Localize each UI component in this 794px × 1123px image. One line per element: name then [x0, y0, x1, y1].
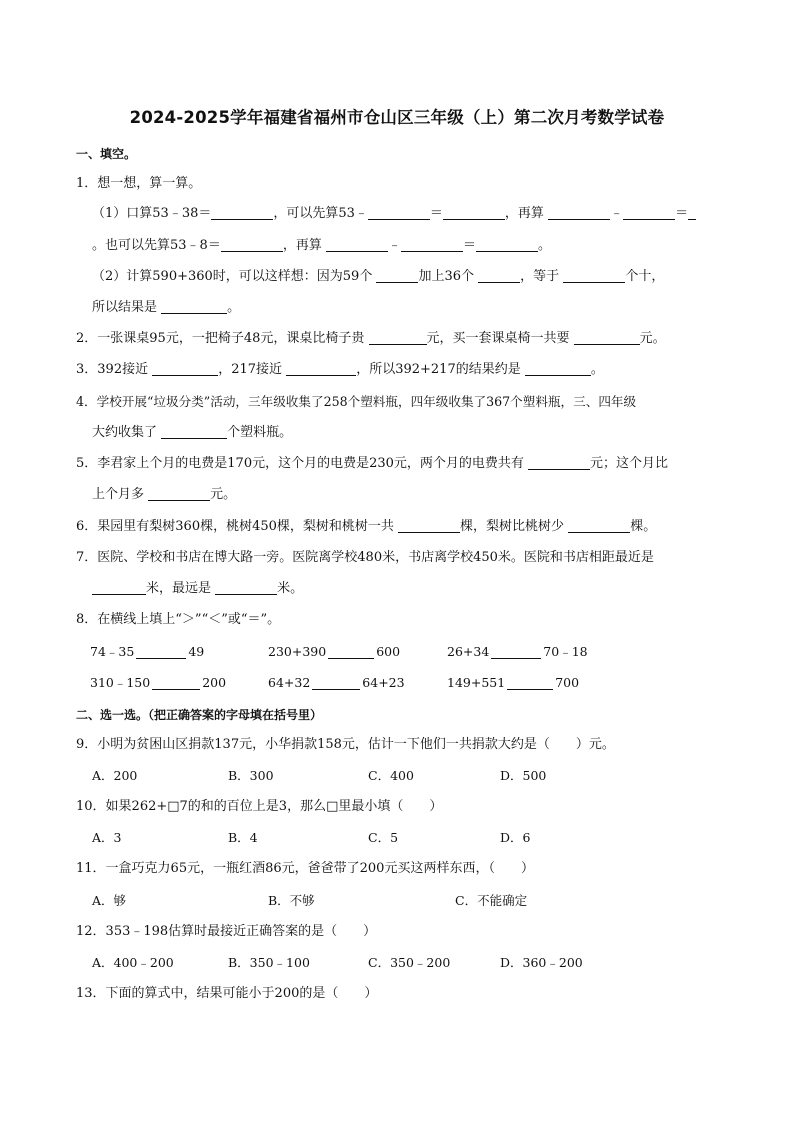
option-b[interactable]: B．350﹣100: [228, 955, 310, 970]
text: （2）计算590+360时，可以这样想：因为59个: [92, 269, 373, 284]
text: 大约收集了: [92, 425, 158, 440]
text: 棵，梨树比桃树少: [460, 519, 565, 534]
answer-blank[interactable]: [623, 205, 675, 220]
answer-blank[interactable]: [215, 580, 277, 595]
question-6: [76, 518, 656, 536]
option-c[interactable]: C．5: [368, 830, 399, 845]
option-a[interactable]: A．够: [92, 893, 127, 908]
answer-blank[interactable]: [326, 237, 388, 252]
text: 64+23: [362, 675, 405, 690]
question-2: [76, 330, 666, 348]
answer-blank[interactable]: [548, 205, 610, 220]
question-1-part1-line1: [92, 205, 696, 223]
compare-item: [447, 643, 588, 661]
text: 70﹣18: [543, 644, 588, 659]
text: ＝: [675, 206, 689, 221]
text: 。: [590, 362, 604, 377]
text: （1）口算53﹣38＝: [92, 206, 212, 221]
answer-blank[interactable]: [368, 205, 430, 220]
text: 。: [538, 238, 552, 253]
question-1-part2-line1: [92, 268, 664, 286]
answer-blank[interactable]: [507, 675, 553, 690]
text: 。也可以先算53﹣8＝: [92, 238, 221, 253]
question-8-head: 8．在横线上填上“＞”“＜”或“＝”。: [76, 612, 281, 627]
text: 元。: [210, 487, 237, 502]
answer-blank[interactable]: [148, 486, 210, 501]
text: 149+551: [447, 675, 506, 690]
question-1-part1-line2: [92, 237, 551, 255]
question-4-line1: 4．学校开展“垃圾分类”活动，三年级收集了258个塑料瓶，四年级收集了367个塑料瓶，三、四年级: [76, 394, 637, 409]
option-c[interactable]: C．不能确定: [455, 893, 528, 908]
answer-blank[interactable]: [688, 205, 696, 220]
compare-item: [90, 643, 204, 661]
answer-blank[interactable]: [443, 205, 505, 220]
answer-blank[interactable]: [568, 518, 630, 533]
text: ﹣: [610, 206, 624, 221]
answer-blank[interactable]: [312, 675, 360, 690]
question-7-line2: [92, 580, 303, 598]
text: 310﹣150: [90, 675, 151, 690]
question-11: 11．一盒巧克力65元，一瓶红酒86元，爸爸带了200元买这两样东西，（ ）: [76, 861, 534, 876]
section-heading-fill: 一、填空。: [76, 147, 137, 161]
answer-blank[interactable]: [574, 330, 640, 345]
text: ，再算: [504, 206, 544, 221]
answer-blank[interactable]: [401, 237, 463, 252]
answer-blank[interactable]: [152, 361, 218, 376]
answer-blank[interactable]: [221, 237, 283, 252]
text: 加上36个: [418, 269, 475, 284]
answer-blank[interactable]: [491, 644, 541, 659]
question-5-line1: [76, 455, 668, 473]
answer-blank[interactable]: [92, 580, 146, 595]
text: 米。: [277, 581, 304, 596]
option-a[interactable]: A．400﹣200: [92, 955, 174, 970]
answer-blank[interactable]: [211, 205, 273, 220]
text: 元；这个月比: [590, 456, 669, 471]
text: ，再算: [282, 238, 322, 253]
option-c[interactable]: C．400: [368, 768, 414, 783]
answer-blank[interactable]: [525, 361, 591, 376]
text: 700: [555, 675, 580, 690]
text: ＝: [429, 206, 443, 221]
text: 6．果园里有梨树360棵，桃树450棵，梨树和桃树一共: [76, 519, 394, 534]
text: 49: [188, 644, 205, 659]
question-5-line2: [92, 486, 236, 504]
text: 5．李君家上个月的电费是170元，这个月的电费是230元，两个月的电费共有: [76, 456, 524, 471]
option-b[interactable]: B．300: [228, 768, 274, 783]
text: 64+32: [268, 675, 311, 690]
answer-blank[interactable]: [161, 299, 227, 314]
text: 上个月多: [92, 487, 145, 502]
compare-item: [90, 674, 226, 692]
text: 个十，: [625, 269, 665, 284]
answer-blank[interactable]: [369, 330, 427, 345]
text: 200: [202, 675, 227, 690]
question-9: 9．小明为贫困山区捐款137元，小华捐款158元，估计一下他们一共捐款大约是（ ）元。: [76, 737, 615, 752]
answer-blank[interactable]: [563, 268, 625, 283]
option-d[interactable]: D．500: [500, 768, 547, 783]
text: 230+390: [268, 644, 327, 659]
answer-blank[interactable]: [476, 237, 538, 252]
option-b[interactable]: B．4: [228, 830, 258, 845]
answer-blank[interactable]: [152, 675, 200, 690]
text: 所以结果是: [92, 300, 158, 315]
text: 个塑料瓶。: [227, 425, 293, 440]
answer-blank[interactable]: [398, 518, 460, 533]
option-b[interactable]: B．不够: [268, 893, 315, 908]
text: 。: [227, 300, 241, 315]
text: ＝: [463, 238, 477, 253]
answer-blank[interactable]: [286, 361, 356, 376]
question-3: [76, 361, 604, 379]
question-1-head: 1．想一想，算一算。: [76, 176, 202, 191]
text: 2．一张课桌95元，一把椅子48元，课桌比椅子贵: [76, 331, 365, 346]
text: 26+34: [447, 644, 490, 659]
compare-item: [268, 674, 405, 692]
question-1-part2-line2: [92, 299, 240, 317]
text: ，217接近: [218, 362, 283, 377]
section-heading-choice: 二、选一选。（把正确答案的字母填在括号里）: [76, 708, 323, 722]
option-a[interactable]: A．3: [92, 830, 122, 845]
compare-item: [268, 643, 400, 661]
question-10: 10．如果262+□7的和的百位上是3，那么□里最小填（ ）: [76, 799, 443, 814]
answer-blank[interactable]: [161, 424, 227, 439]
text: ﹣: [387, 238, 401, 253]
question-13: 13．下面的算式中，结果可能小于200的是（ ）: [76, 986, 378, 1001]
text: ，可以先算53﹣: [273, 206, 368, 221]
option-d[interactable]: D．6: [500, 830, 531, 845]
text: ，等于: [520, 269, 560, 284]
answer-blank[interactable]: [376, 268, 418, 283]
question-4-line2: [92, 424, 292, 442]
question-7-line1: 7．医院、学校和书店在博大路一旁。医院离学校480米，书店离学校450米。医院和书店相距最近是: [76, 550, 654, 565]
option-c[interactable]: C．350﹣200: [368, 955, 451, 970]
answer-blank[interactable]: [478, 268, 520, 283]
compare-item: [447, 674, 579, 692]
question-12: 12．353﹣198估算时最接近正确答案的是（ ）: [76, 924, 377, 939]
page-title: 2024-2025学年福建省福州市仓山区三年级（上）第二次月考数学试卷: [129, 108, 665, 127]
text: ，所以392+217的结果约是: [356, 362, 521, 377]
text: 3．392接近: [76, 362, 149, 377]
option-d[interactable]: D．360﹣200: [500, 955, 583, 970]
text: 元，买一套课桌椅一共要: [426, 331, 570, 346]
text: 米，最远是: [146, 581, 212, 596]
text: 600: [376, 644, 401, 659]
answer-blank[interactable]: [528, 455, 590, 470]
answer-blank[interactable]: [328, 644, 374, 659]
text: 74﹣35: [90, 644, 135, 659]
text: 元。: [639, 331, 666, 346]
answer-blank[interactable]: [136, 644, 186, 659]
option-a[interactable]: A．200: [92, 768, 138, 783]
text: 棵。: [630, 519, 657, 534]
